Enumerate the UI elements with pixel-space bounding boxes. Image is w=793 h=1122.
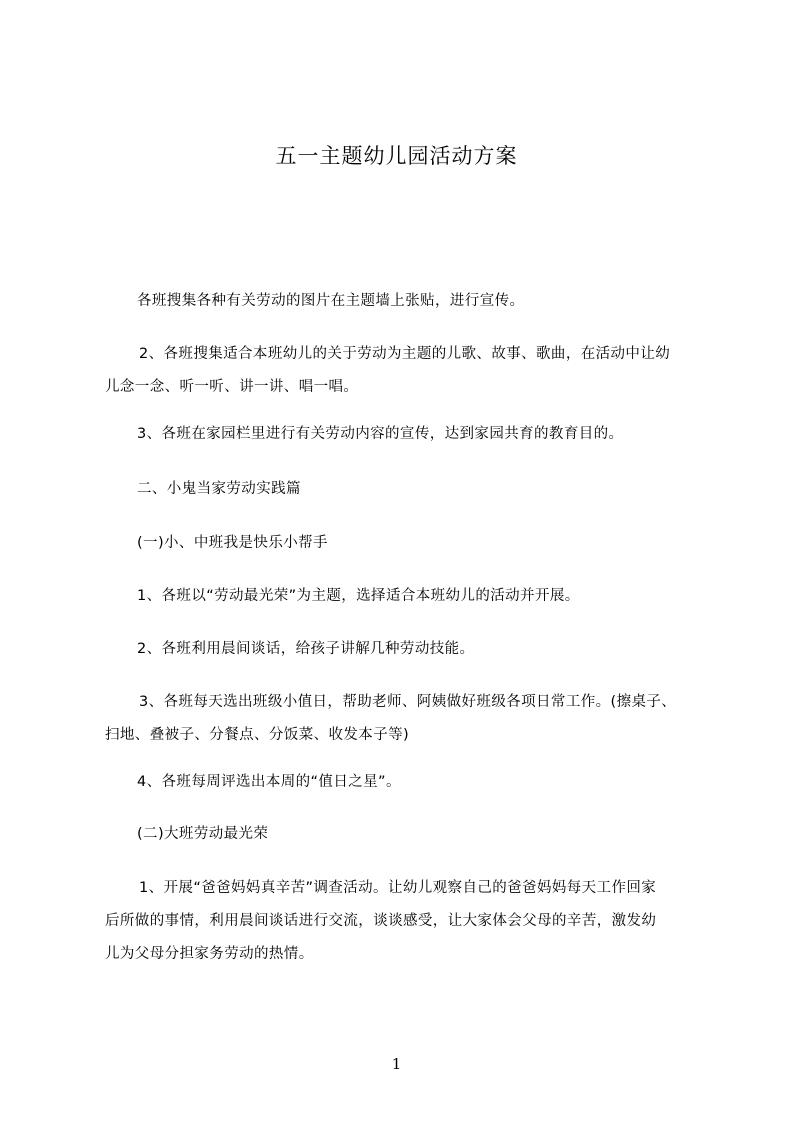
paragraph-line: (二)大班劳动最光荣 <box>137 826 269 842</box>
paragraph-line: 扫地、叠被子、分餐点、分饭菜、收发本子等) <box>105 727 410 743</box>
paragraph-line: 2、各班利用晨间谈话，给孩子讲解几种劳动技能。 <box>137 641 475 657</box>
paragraph-line: 2、各班搜集适合本班幼儿的关于劳动为主题的儿歌、故事、歌曲，在活动中让幼 <box>139 346 671 362</box>
paragraph-1 <box>105 285 715 318</box>
paragraph-line: 后所做的事情，利用晨间谈话进行交流，谈谈感受，让大家体会父母的辛苦，激发幼 <box>105 913 657 929</box>
paragraph-line: 4、各班每周评选出本周的“值日之星”。 <box>137 774 401 790</box>
paragraph-5 <box>105 633 715 666</box>
section-heading-2 <box>105 473 715 506</box>
paragraph-2 <box>105 338 715 404</box>
paragraph-line: 各班搜集各种有关劳动的图片在主题墙上张贴，进行宣传。 <box>137 293 525 309</box>
paragraph-line: 儿念一念、听一听、讲一讲、唱一唱。 <box>105 379 359 395</box>
paragraph-7 <box>105 766 715 799</box>
paragraph-line: (一)小、中班我是快乐小帮手 <box>137 535 328 551</box>
paragraph-line: 儿为父母分担家务劳动的热情。 <box>105 946 314 962</box>
subsection-heading-2 <box>105 818 715 851</box>
paragraph-line: 二、小鬼当家劳动实践篇 <box>137 481 301 497</box>
paragraph-4 <box>105 580 715 613</box>
paragraph-8 <box>105 872 715 971</box>
subsection-heading-1 <box>105 527 715 560</box>
page-number: 1 <box>391 1055 402 1073</box>
paragraph-line: 1、各班以“劳动最光荣”为主题，选择适合本班幼儿的活动并开展。 <box>137 588 580 604</box>
paragraph-line: 3、各班在家园栏里进行有关劳动内容的宣传，达到家园共育的教育目的。 <box>137 426 624 442</box>
page-title: 五一主题幼儿园活动方案 <box>275 144 518 168</box>
paragraph-line: 3、各班每天选出班级小值日，帮助老师、阿姨做好班级各项日常工作。(擦桌子、 <box>139 694 677 710</box>
paragraph-line: 1、开展“爸爸妈妈真辛苦”调查活动。让幼儿观察自己的爸爸妈妈每天工作回家 <box>139 880 657 896</box>
paragraph-6 <box>105 686 715 752</box>
paragraph-3 <box>105 418 715 451</box>
